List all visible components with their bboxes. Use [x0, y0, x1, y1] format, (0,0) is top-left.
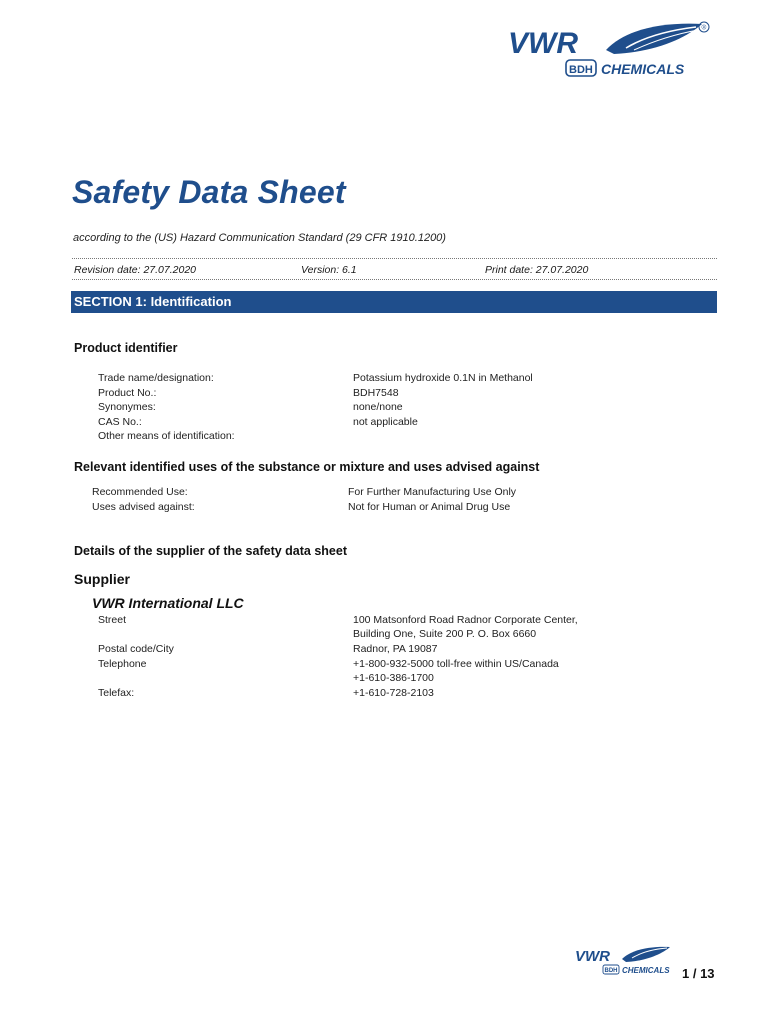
row-value: +1-610-728-2103 [353, 687, 434, 699]
supplier-details-heading: Details of the supplier of the safety data sheet [74, 544, 347, 558]
row-value: none/none [353, 401, 403, 413]
row-value: For Further Manufacturing Use Only [348, 486, 517, 498]
page-number: 1 / 13 [682, 966, 715, 981]
row-label: Synonymes: [98, 401, 156, 413]
row-value: not applicable [353, 416, 418, 428]
page-subtitle: according to the (US) Hazard Communication Standard (29 CFR 1910.1200) [73, 232, 446, 244]
row-value: +1-610-386-1700 [353, 672, 434, 684]
row-value: Radnor, PA 19087 [353, 643, 438, 655]
footer-logo [574, 944, 674, 976]
row-label: Telefax: [98, 687, 135, 699]
row-label: CAS No.: [98, 416, 142, 428]
row-value: Building One, Suite 200 P. O. Box 6660 [353, 628, 537, 640]
row-label: Postal code/City [98, 643, 174, 655]
row-label: Uses advised against: [92, 501, 195, 513]
footer-logo-sub-brand: CHEMICALS [622, 966, 670, 975]
revision-line [72, 258, 717, 280]
logo-registered-mark: ® [701, 24, 707, 32]
revision-date: Revision date: 27.07.2020 [74, 264, 197, 276]
footer-logo-brand: VWR [575, 948, 610, 965]
section-1-header: SECTION 1: Identification [71, 291, 717, 313]
row-label: Telephone [98, 658, 147, 670]
row-label: Product No.: [98, 387, 157, 399]
footer-logo-badge: BDH [604, 968, 618, 974]
row-value: Not for Human or Animal Drug Use [348, 501, 511, 513]
version: Version: 6.1 [301, 264, 357, 276]
row-value: BDH7548 [353, 387, 399, 399]
row-label: Trade name/designation: [98, 372, 214, 384]
row-label: Other means of identification: [98, 430, 235, 442]
page-title: Safety Data Sheet [72, 174, 346, 210]
supplier-heading: Supplier [74, 571, 131, 587]
row-value: Potassium hydroxide 0.1N in Methanol [353, 372, 533, 384]
vwr-chemicals-logo [506, 18, 712, 80]
logo-badge: BDH [569, 64, 593, 76]
row-label: Street [98, 614, 127, 626]
logo-sub-brand: CHEMICALS [601, 61, 685, 77]
uses-heading: Relevant identified uses of the substance or mixture and uses advised against [74, 460, 540, 474]
company-name: VWR International LLC [92, 595, 244, 611]
row-value: 100 Matsonford Road Radnor Corporate Center, [353, 614, 578, 626]
product-identifier-heading: Product identifier [74, 341, 178, 355]
row-value: +1-800-932-5000 toll-free within US/Canada [353, 658, 559, 670]
logo-brand: VWR [508, 27, 578, 60]
row-label: Recommended Use: [92, 486, 188, 498]
print-date: Print date: 27.07.2020 [485, 264, 589, 276]
